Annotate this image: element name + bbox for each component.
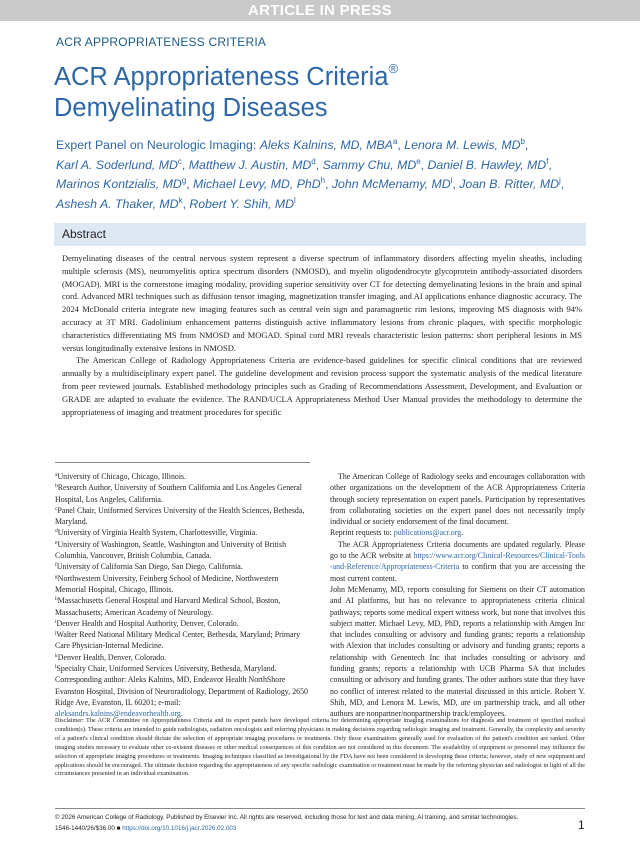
abstract-paragraph: Demyelinating diseases of the central nervous system represent a diverse spectrum of inflammatory disorders affecting myelin sheaths, including multiple sclerosis (MS), neuromyelitis optica spectrum disorders (NMOSD), and myelin oligodendrocyte glycoprotein antibody-associated disorders (MOGAD). MRI is the cornerstone imaging modality, providing superior sensitivity over CT for detecting demyelinating lesions in the brain and spinal cord. Advanced MRI techniques such as diffusion tensor imaging, magnetization transfer imaging, and AI applications enhance diagnostic accuracy. The 2024 McDonald criteria integrate new imaging features such as central vein sign and paramagnetic rim lesions, improving MS diagnosis with 94% accuracy at 3T MRI. Gadolinium enhancement patterns distinguish active inflammatory lesions from chronic plaques, with specific morphologic characteristics differentiating MS from NMOSD and MOGAD. Spinal cord MRI reveals characteristic lesion patterns: short peripheral lesions in MS versus longitudinally extensive lesions in NMOSD. [62, 253, 582, 353]
affiliation: $^i$Denver Health and Hospital Authority, Denver, Colorado. [55, 618, 239, 628]
author-name: Lenora M. Lewis, MD [404, 138, 521, 152]
author-affil-marker: j [558, 176, 561, 185]
reprint-note: Reprint requests to: publications@acr.org. [330, 528, 464, 538]
title-line-2: Demyelinating Diseases [54, 94, 328, 122]
page-footer [55, 812, 585, 834]
panel-label: Expert Panel on Neurologic Imaging: [56, 138, 260, 152]
author-affil-marker: e [416, 156, 421, 166]
author-affil-marker: d [311, 156, 316, 166]
author-name: Karl A. Soderlund, MD [56, 157, 178, 172]
abstract-heading: Abstract [54, 223, 586, 246]
author-affil-marker: g [181, 176, 187, 185]
affiliation: $^f$University of California San Diego, San Diego, California. [55, 562, 243, 572]
copyright-line: © 2026 American College of Radiology. Published by Elsevier Inc. All rights are reserved, including those for text and data mining, AI training, and similar technologies. [55, 814, 519, 821]
affiliation: $^d$University of Virginia Health System, Charlottesville, Virginia. [55, 528, 258, 538]
footer-divider [55, 808, 585, 809]
author-name: John McMenamy, MD [331, 177, 451, 191]
author-affil-marker: c [177, 156, 182, 166]
affiliation: $^j$Walter Reed National Military Medical Center, Bethesda, Maryland; Primary Care Physician-Internal Medicine. [55, 630, 301, 651]
acr-website-link[interactable]: https://www.acr.org/Clinical-Resources/Clinical-Tools-and-Reference/Appropriateness-Criteria [330, 551, 585, 572]
page-number: 1 [578, 818, 585, 832]
author-name: Aleks Kalnins, MD, MBA [259, 138, 393, 152]
author-name: Sammy Chu, MD [322, 157, 417, 172]
affiliation: $^g$Northwestern University, Feinberg School of Medicine, Northwestern Memorial Hospital, Chicago, Illinois. [55, 573, 279, 594]
author-affil-marker: i [450, 176, 453, 185]
corresponding-email-link[interactable]: aleksandrs.kalnins@endeavorhealth.org [55, 709, 181, 719]
author-name: Daniel B. Hawley, MD [427, 157, 547, 172]
update-note: The ACR Appropriateness Criteria documents are updated regularly. Please go to the ACR website at https://www.acr.org/Clinical-Resources/Clinical-Tools-and-Reference/Appropriateness-Criteria to confirm that you are accessing the most current content. [330, 539, 585, 583]
author-name: Robert Y. Shih, MD [189, 196, 294, 211]
issn-doi-line: 1546-1440/26/$36.00 ■ https://doi.org/10.1016/j.jacr.2026.02.003 [55, 825, 237, 832]
author-affil-marker: f [546, 156, 549, 166]
abstract-body [62, 252, 582, 418]
article-in-press-banner: ARTICLE IN PRESS [0, 0, 640, 21]
notes-column [330, 471, 585, 720]
affiliations-column [55, 471, 310, 720]
author-name: Michael Levy, MD, PhD [193, 177, 321, 191]
affiliation: $^e$University of Washington, Seattle, Washington and University of British Columbia, Vancouver, British Columbia, Canada. [55, 539, 287, 561]
disclosures: John McMenamy, MD, reports consulting for Siemens on their CT automation and AI platforms, but has no relevance to appropriateness criteria clinical pathways; reports some medical expert witness work, but none that involves this subject matter. Michael Levy, MD, PhD, reports a relationship with Amgen Inc that includes consulting or advisory and funding grants; reports a relationship with Alexion that includes consulting or advisory and funding grants; reports a relationship with Genentech Inc that includes consulting or advisory and funding grants; reports a relationship with UCB Pharma SA that includes consulting or advisory and funding grants. The other authors state that they have no conflict of interest related to the material discussed in this article. Robert Y. Shih, MD, and Lenora M. Lewis, MD, are on partnership track, and all other authors are nonpartner/nonpartnership track/employees. [330, 584, 585, 719]
issn: 1546-1440/26/$36.00 [55, 825, 115, 832]
affiliation: $^h$Massachusetts General Hospital and Harvard Medical School, Boston, Massachusetts; American Academy of Neurology. [55, 596, 281, 617]
author-affil-marker: h [320, 176, 326, 185]
author-name: Marinos Kontzialis, MD [56, 177, 182, 191]
collaboration-note: The American College of Radiology seeks and encourages collaboration with other organizations on the development of the ACR Appropriateness Criteria through society representation on expert panels. Participation by representatives from collaborating societies on the expert panel does not necessarily imply individual or society endorsement of the final document. [330, 472, 585, 527]
abstract-paragraph: The American College of Radiology Appropriateness Criteria are evidence-based guidelines for specific clinical conditions that are reviewed annually by a multidisciplinary expert panel. The guideline development and revision process support the systematic analysis of the medical literature from peer reviewed journals. Established methodology principles such as Grading of Recommendations Assessment, Development, and Evaluation or GRADE are adapted to evaluate the evidence. The RAND/UCLA Appropriateness Method User Manual provides the methodology to determine the appropriateness of imaging and treatment procedures for specific [62, 355, 582, 417]
disclaimer: Disclaimer: The ACR Committee on Appropriateness Criteria and its expert panels have developed criteria for determining appropriate imaging examinations for diagnosis and treatment of specified medical condition(s). These criteria are intended to guide radiologists, radiation oncologists and referring physicians in making decisions regarding radiologic imaging and treatment. Generally, the complexity and severity of a patient's clinical condition should dictate the selection of appropriate imaging procedures or treatments. Only those examinations generally used for evaluation of the patient's condition are ranked. Other imaging studies necessary to evaluate other co-existent diseases or other medical consequences of this condition are not considered in this document. The availability of equipment or personnel may influence the selection of appropriate imaging procedures or treatments. Imaging techniques classified as investigational by the FDA have not been considered in developing these criteria; however, study of new equipment and applications should be encouraged. The ultimate decision regarding the appropriateness of any specific radiologic examination or treatment must be made by the referring physician and radiologist in light of all the circumstances presented in an individual examination. [55, 717, 585, 778]
affiliation: $^k$Denver Health, Denver, Colorado. [55, 652, 167, 662]
author-affil-marker: l [293, 195, 296, 205]
section-divider [55, 462, 310, 463]
author-list: Expert Panel on Neurologic Imaging: Aleks Kalnins, MD, MBA$^a$, Lenora M. Lewis, $MD^b$, Karl A. Soderlund, $MD^c$, Matthew J. Austin, $MD^d$, Sammy Chu, MDe, Daniel B. Hawley, $MD^f$, Marinos Kontzialis, $MD^g$, Michael Levy, MD, PhD$^h$, John McMenamy, $MD^i$, Joan B. Ritter, $MD^j$, Ashesh A. Thaker, $MD^k$, Robert Y. Shih, $MD^l$ [56, 137, 565, 211]
author-affil-marker: a [392, 137, 398, 146]
reprint-email-link[interactable]: publications@acr.org [393, 528, 462, 538]
affiliation: $^l$Specialty Chair, Uniformed Services University, Bethesda, Maryland. [55, 664, 277, 674]
article-title [54, 62, 594, 124]
title-line-1: ACR Appropriateness Criteria [54, 63, 389, 91]
author-name: Joan B. Ritter, MD [459, 177, 559, 191]
section-kicker: ACR APPROPRIATENESS CRITERIA [56, 35, 267, 49]
affiliation: $^b$Research Author, University of Southern California and Los Angeles General Hospital, Los Angeles, California. [55, 483, 302, 504]
author-name: Matthew J. Austin, MD [188, 157, 312, 172]
affiliation: $^a$University of Chicago, Chicago, Illinois. [55, 472, 187, 481]
author-affil-marker: k [178, 195, 183, 205]
author-affil-marker: b [520, 137, 525, 146]
corresponding-author: Corresponding author: Aleks Kalnins, MD, Endeavor Health NorthShore Evanston Hospital, Division of Neuroradiology, Department of Radiology, 2650 Ridge Ave, Evanston, IL 60201; e-mail: aleksandrs.kalnins@endeavorhealth.org. [55, 675, 308, 719]
affiliation: $^c$Panel Chair, Uniformed Services University of the Health Sciences, Bethesda, Maryland. [55, 505, 305, 527]
author-name: Ashesh A. Thaker, MD [56, 196, 179, 211]
doi-link[interactable]: https://doi.org/10.1016/j.jacr.2026.02.003 [122, 825, 237, 832]
registered-mark: ® [388, 61, 399, 76]
